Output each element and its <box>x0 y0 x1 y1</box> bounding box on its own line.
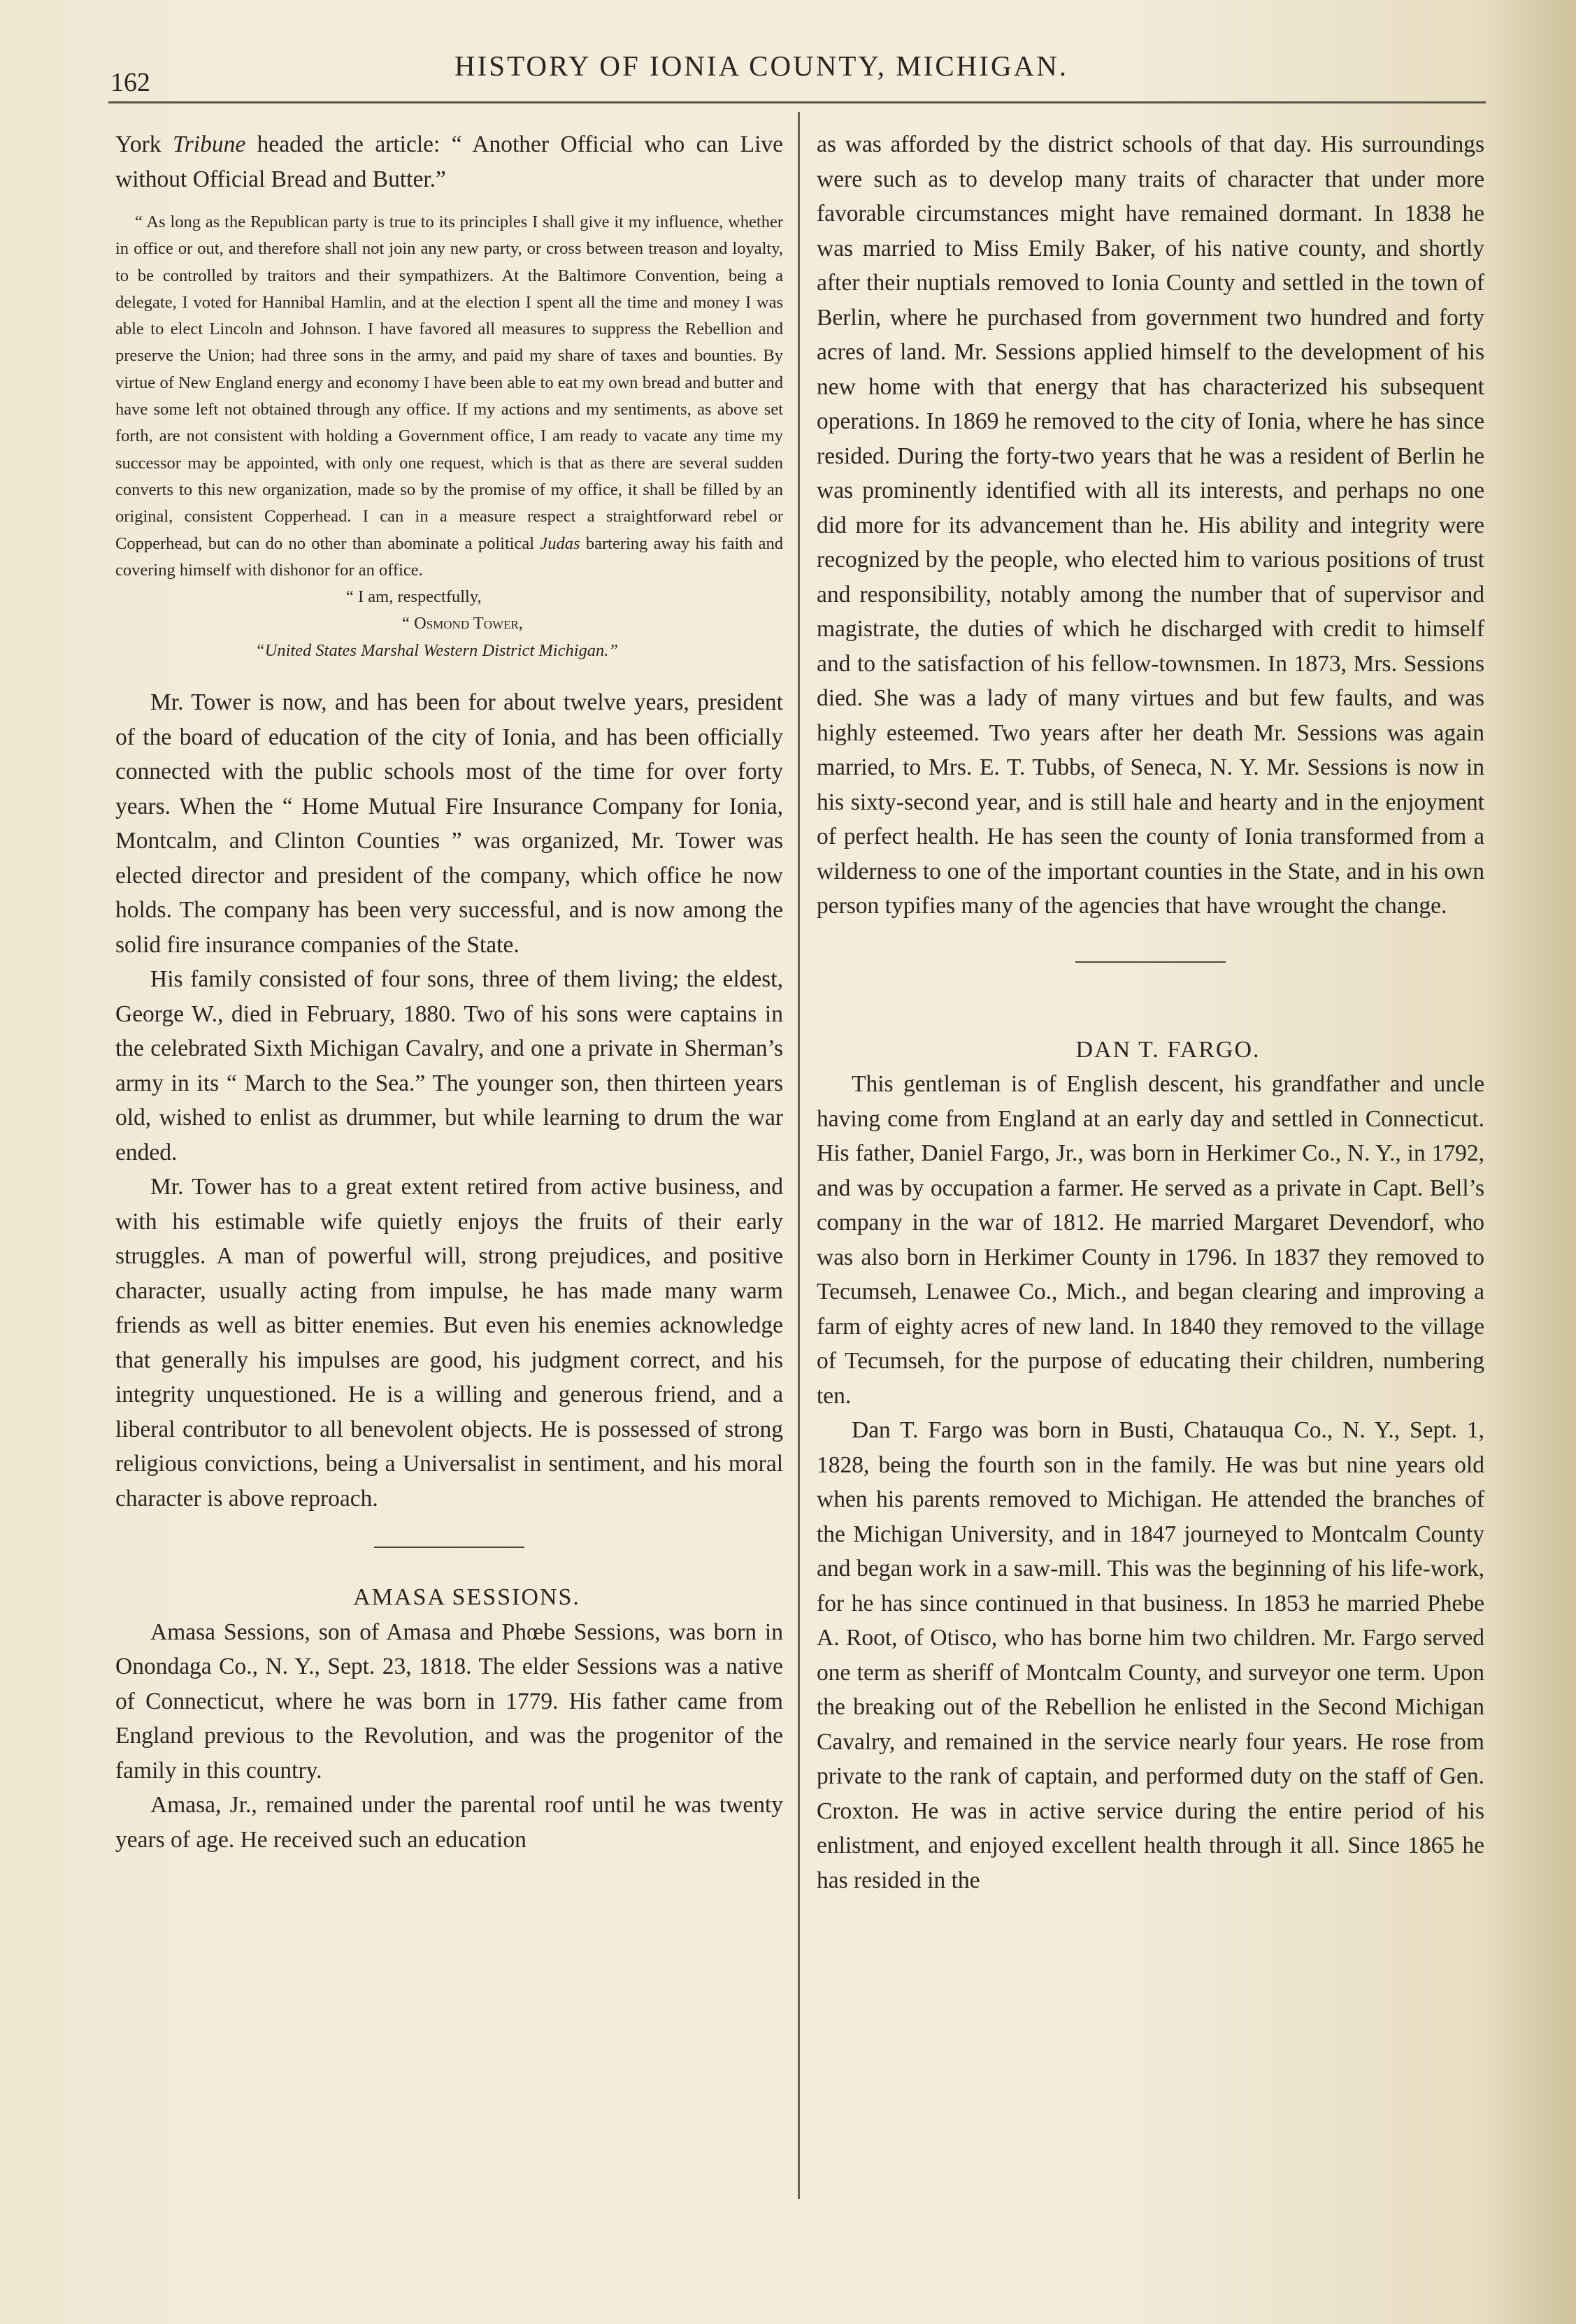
quote-closing: “ I am, respectfully, <box>346 587 482 607</box>
running-title: HISTORY OF IONIA COUNTY, MICHIGAN. <box>454 50 1069 82</box>
quote-text-2: bartering away his faith and covering himself with dishonor for an office. <box>115 533 783 580</box>
fargo-paragraph-2: Dan T. Fargo was born in Busti, Chatauqua Co., N. Y., Sept. 1, 1828, being the fourth son in the family. He was but nine years old when his parents removed to Michigan. He attended the branches of the Michigan University, and in 1847 journeyed to Montcalm County and began work in a saw-mill. This was the beginning of his life-work, for he has since continued in that business. In 1853 he married Phebe A. Root, of Otisco, who has borne him two children. Mr. Fargo served one term as sheriff of Montcalm County, and surveyor one term. Upon the breaking out of the Rebellion he enlisted in the Second Michigan Cavalry, and remained in the service nearly four years. He rose from private to the rank of captain, and performed duty on the staff of Gen. Croxton. He was in active service during the entire period of his enlistment, and enjoyed excellent health through it all. Since 1865 he has resided in the <box>817 1417 1484 1893</box>
header-rule <box>108 101 1486 103</box>
tower-paragraph-3: Mr. Tower has to a great extent retired from active business, and with his estimable wife quietly enjoys the fruits of their early struggles. A man of powerful will, strong prejudices, and positive character, usually acting from impulse, he has made many warm friends as well as bitter enemies. But even his enemies acknowledge that generally his impulses are good, his judgment correct, and his integrity unquestioned. He is a willing and generous friend, and a liberal contributor to all benevolent objects. He is possessed of strong religious convictions, being a Universalist in sentiment, and his moral character is above reproach. <box>115 1174 783 1512</box>
left-column <box>115 127 783 1857</box>
tower-paragraph-2: His family consisted of four sons, three of them living; the eldest, George W., died in February, 1880. Two of his sons were captains in the celebrated Sixth Michigan Cavalry, and one a private in Sherman’s army in its “ March to the Sea.” The younger son, then thirteen years old, wished to enlist as drummer, but while learning to drum the war ended. <box>115 966 783 1165</box>
fargo-paragraph-1: This gentleman is of English descent, his grandfather and uncle having come from England at an early day and settled in Connecticut. His father, Daniel Fargo, Jr., was born in Herkimer Co., N. Y., in 1792, and was by occupation a farmer. He served as a private in Capt. Bell’s company in the war of 1812. He married Margaret Devendorf, who was also born in Herkimer County in 1796. In 1837 they removed to Tecumseh, Lenawee Co., Mich., and began clearing and improving a farm of eighty acres of new land. In 1840 they removed to the village of Tecumseh, for the purpose of educating their children, numbering ten. <box>817 1071 1484 1409</box>
intro-tribune: Tribune <box>172 131 246 157</box>
quote-body <box>115 209 783 584</box>
section-divider <box>1075 961 1226 963</box>
fargo-heading: DAN T. FARGO. <box>1075 1036 1261 1063</box>
page-number: 162 <box>110 68 150 97</box>
sessions-paragraph-1: Amasa Sessions, son of Amasa and Phœbe Sessions, was born in Onondaga Co., N. Y., Sept. 23, 1818. The elder Sessions was a native of Connecticut, where he was born in 1779. His father came from England previous to the Revolution, and was the progenitor of the family in this country. <box>115 1619 783 1784</box>
sessions-paragraph-2: Amasa, Jr., remained under the parental roof until he was twenty years of age. He received such an education <box>115 1792 783 1853</box>
column-divider <box>798 112 800 2199</box>
intro-paragraph <box>115 127 783 196</box>
intro-text-2: headed the article: “ Another Official who can Live without Official Bread and Butter.” <box>115 131 783 192</box>
tower-paragraph-1: Mr. Tower is now, and has been for about twelve years, president of the board of education of the city of Ionia, and has been officially connected with the public schools most of the time for over forty years. When the “ Home Mutual Fire Insurance Company for Ionia, Montcalm, and Clinton Counties ” was organized, Mr. Tower was elected director and president of the company, which office he now holds. The company has been very successful, and is now among the solid fire insurance companies of the State. <box>115 689 783 958</box>
sessions-heading: AMASA SESSIONS. <box>353 1584 580 1611</box>
intro-text-1: York <box>115 131 173 157</box>
quote-signature-title: “United States Marshal Western District Michigan.” <box>255 640 619 660</box>
sessions-continued: as was afforded by the district schools of that day. His surroundings were such as to develop many traits of character that under more favorable circumstances might have remained dormant. In 1838 he was married to Miss Emily Baker, of his native county, and shortly after their nuptials removed to Ionia County and settled in the town of Berlin, where he purchased from government two hundred and forty acres of land. Mr. Sessions applied himself to the development of his new home with that energy that has characterized his subsequent operations. In 1869 he removed to the city of Ionia, where he has since resided. During the forty-two years that he was a resident of Berlin he was prominently identified with all its interests, and perhaps no one did more for its advancement than he. His ability and integrity were recognized by the people, who elected him to various positions of trust and responsibility, notably among the number that of supervisor and magistrate, the duties of which he discharged with credit to himself and to the satisfaction of his fellow-townsmen. In 1873, Mrs. Sessions died. She was a lady of many virtues and but few faults, and was highly esteemed. Two years after her death Mr. Sessions was again married, to Mrs. E. T. Tubbs, of Seneca, N. Y. Mr. Sessions is now in his sixty-second year, and is still hale and hearty and in the enjoyment of perfect health. He has seen the county of Ionia transformed from a wilderness to one of the important counties in the State, and in his own person typifies many of the agencies that have wrought the change. <box>817 131 1484 919</box>
quote-text-1: “ As long as the Republican party is true to its principles I shall give it my influence, whether in office or out, and therefore shall not join any new party, or cross between treason and loyalty, to be controlled by traitors and their sympathizers. At the Baltimore Convention, being a delegate, I voted for Hannibal Hamlin, and at the election I spent all the time and money I was able to elect Lincoln and Johnson. I have favored all measures to suppress the Rebellion and preserve the Union; had three sons in the army, and paid my share of taxes and bounties. By virtue of New England energy and economy I have been able to eat my own bread and butter and have some left not obtained through any office. If my actions and my sentiments, as above set forth, are not consistent with holding a Government office, I am ready to vacate any time my successor may be appointed, with only one request, which is that as there are several sudden converts to this new organization, made so by the promise of my office, it shall be filled by an original, consistent Copperhead. I can in a measure respect a straightforward rebel or Copperhead, but can do no other than abominate a political <box>115 213 783 553</box>
quote-signature: “ Osmond Tower, <box>402 614 523 633</box>
quote-judas: Judas <box>540 533 580 553</box>
letter-quote <box>115 209 783 664</box>
right-column <box>817 127 1484 1898</box>
section-divider <box>374 1547 524 1548</box>
